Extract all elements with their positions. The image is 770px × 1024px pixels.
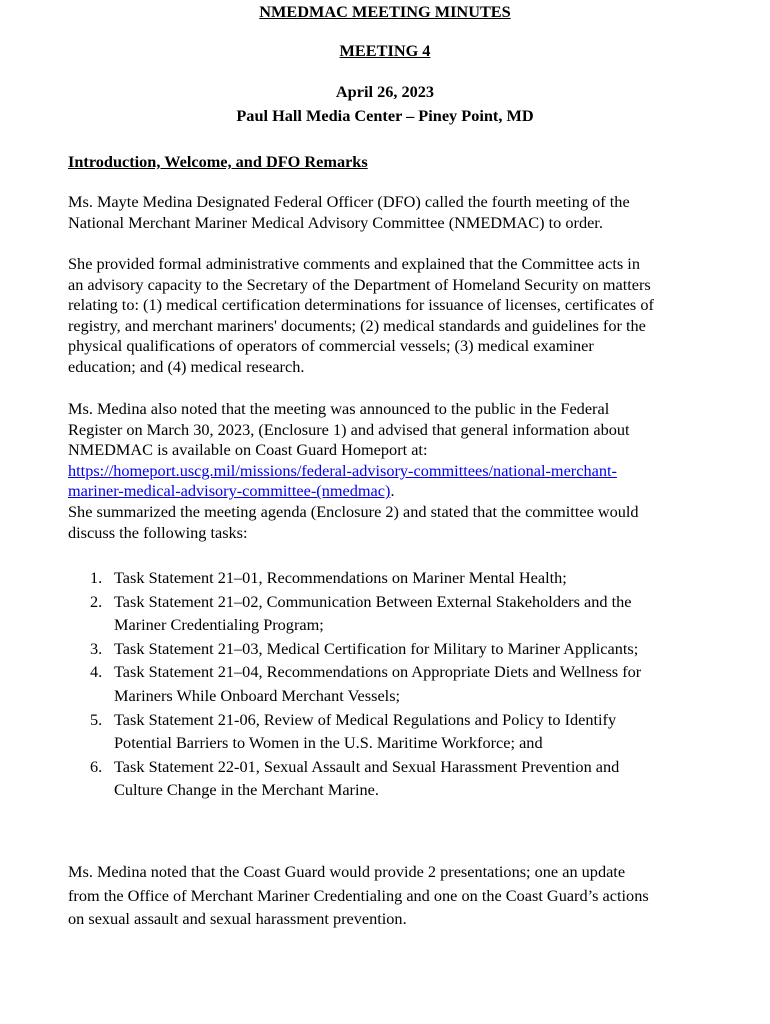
list-item-text: Task Statement 21–01, Recommendations on Mariner Mental Health; [114,568,567,587]
paragraph-announcement [68,399,708,543]
list-item-text: Potential Barriers to Women in the U.S. Maritime Workforce; and [114,733,543,753]
section-heading: Introduction, Welcome, and DFO Remarks [68,152,368,171]
list-item [68,590,708,637]
meeting-location: Paul Hall Media Center – Piney Point, MD [236,106,534,125]
list-number: 4. [90,662,103,682]
paragraph-line: National Merchant Mariner Medical Advisory Committee (NMEDMAC) to order. [68,212,603,232]
list-item [68,755,708,802]
meeting-number: MEETING 4 [339,41,431,60]
paragraph-line: NMEDMAC is available on Coast Guard Homeport at: [68,440,428,460]
homeport-link-line [68,461,708,482]
homeport-link-line [68,481,708,502]
list-item-text: Mariners While Onboard Merchant Vessels; [114,685,401,705]
paragraph-line: registry, and merchant mariners' documents; (2) medical standards and guidelines for the [68,315,646,335]
paragraph-intro [68,192,708,233]
list-item-text: Task Statement 21–03, Medical Certification for Military to Mariner Applicants; [114,638,639,658]
paragraph-line: Ms. Medina noted that the Coast Guard would provide 2 presentations; one an update [68,862,626,881]
meeting-date: April 26, 2023 [335,82,435,101]
list-item [68,566,708,590]
homeport-link[interactable]: mariner-medical-advisory-committee-(nmedmac) [68,481,391,501]
list-item [68,708,708,755]
paragraph-line: relating to: (1) medical certification determinations for issuance of licenses, certificates of [68,295,654,315]
list-item-text: Task Statement 21–04, Recommendations on Appropriate Diets and Wellness for [114,662,642,682]
paragraph-line: Register on March 30, 2023, (Enclosure 1) and advised that general information about [68,419,630,439]
paragraph-line: physical qualifications of operators of commercial vessels; (3) medical examiner [68,336,594,356]
list-number: 1. [90,568,103,587]
list-item-text: Task Statement 21-06, Review of Medical Regulations and Policy to Identify [114,709,617,729]
paragraph-line: an advisory capacity to the Secretary of the Department of Homeland Security on matters [68,274,651,294]
paragraph-line: She summarized the meeting agenda (Enclosure 2) and stated that the committee would [68,501,639,521]
link-suffix: . [390,481,395,501]
list-number: 5. [90,709,103,729]
paragraph-line: from the Office of Merchant Mariner Credentialing and one on the Coast Guard’s actions [68,885,649,905]
list-item-text: Task Statement 21–02, Communication Between External Stakeholders and the [114,591,632,611]
paragraph-admin [68,254,708,378]
paragraph-presentations [68,860,708,931]
homeport-link[interactable]: https://homeport.uscg.mil/missions/federal-advisory-committees/national-merchant- [68,460,617,480]
list-item [68,660,708,707]
paragraph-line: discuss the following tasks: [68,522,248,542]
paragraph-line: Ms. Medina also noted that the meeting was announced to the public in the Federal [68,399,610,418]
list-number: 2. [90,591,103,611]
list-number: 3. [90,638,103,658]
paragraph-line: education; and (4) medical research. [68,356,305,376]
list-item [68,637,708,661]
paragraph-line: She provided formal administrative comments and explained that the Committee acts in [68,254,640,273]
list-item-text: Task Statement 22-01, Sexual Assault and Sexual Harassment Prevention and [114,756,620,776]
paragraph-line: Ms. Mayte Medina Designated Federal Officer (DFO) called the fourth meeting of the [68,192,630,211]
list-number: 6. [90,756,103,776]
task-list [68,566,708,802]
document-title: NMEDMAC MEETING MINUTES [259,2,511,21]
paragraph-line: on sexual assault and sexual harassment prevention. [68,909,407,929]
list-item-text: Culture Change in the Merchant Marine. [114,780,379,800]
list-item-text: Mariner Credentialing Program; [114,615,324,635]
